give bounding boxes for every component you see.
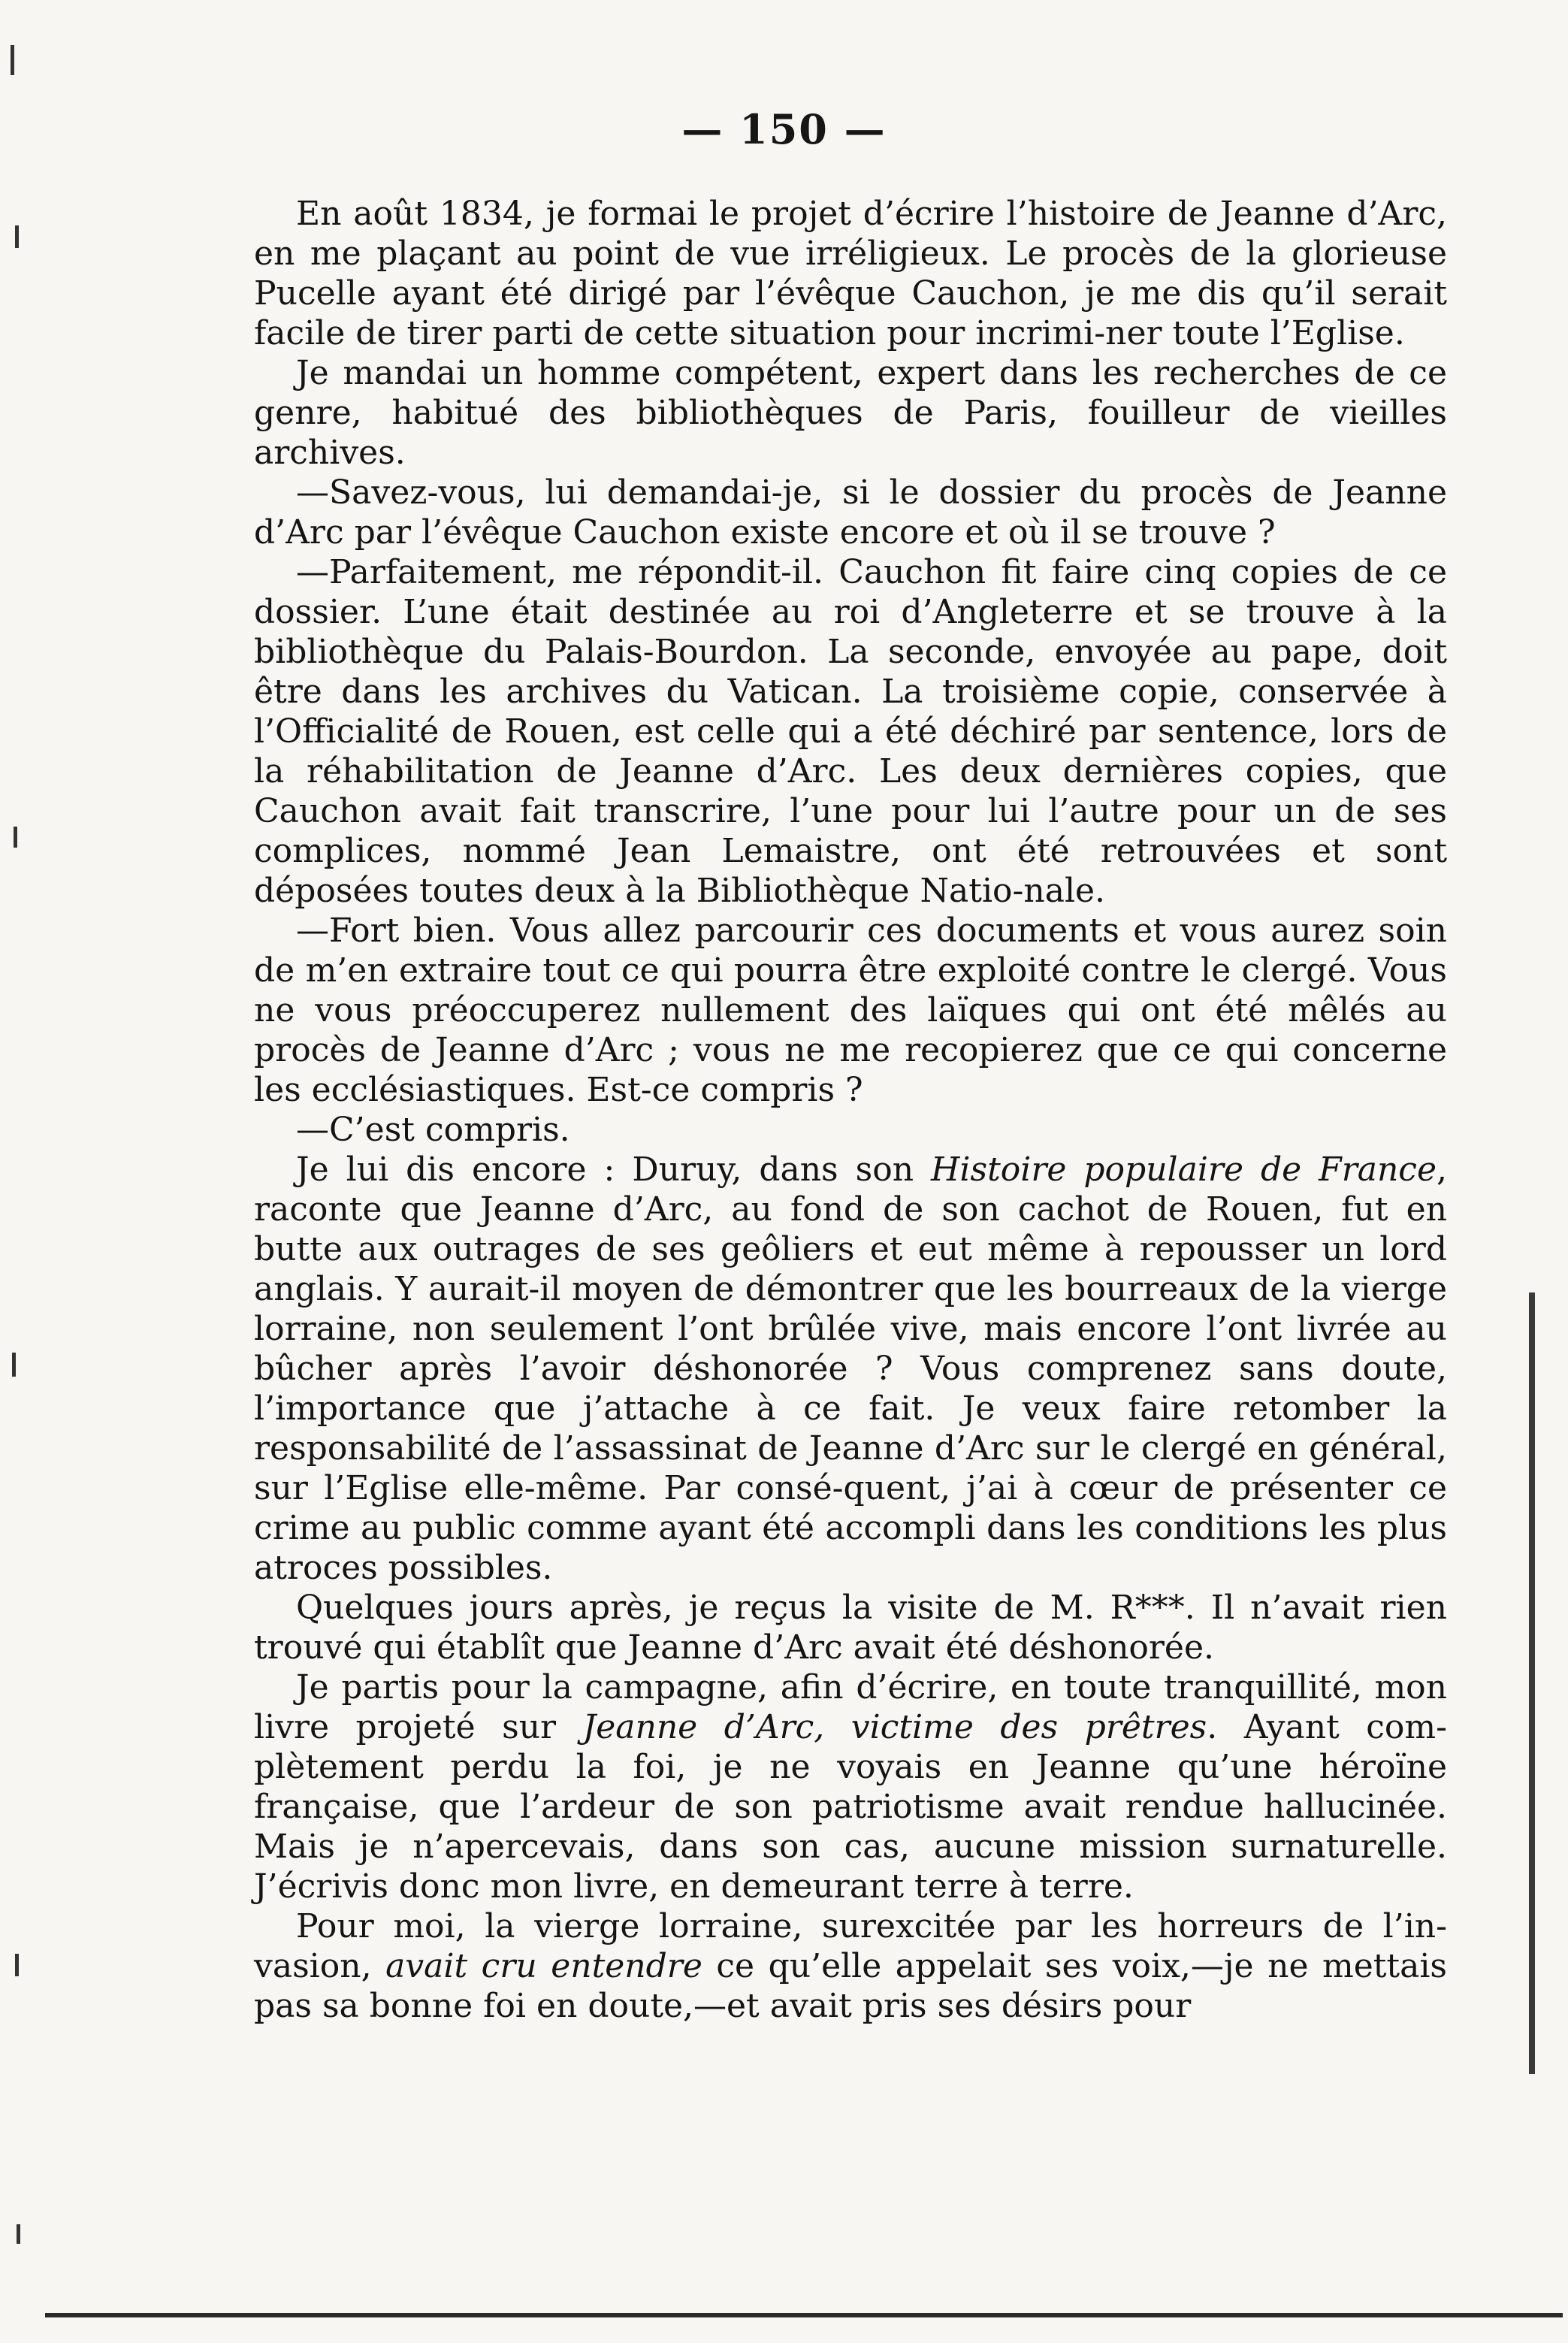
- paragraph: [254, 911, 1447, 1110]
- paragraph-text: Je mandai un homme compétent, expert dans les recherches de ce genre, habitué des bibliothèques de Paris, fouilleur de vieilles archives.: [254, 354, 1447, 472]
- paragraph: [254, 194, 1447, 353]
- margin-speck: [14, 827, 17, 848]
- paragraph-text: ce qu’elle appelait ses voix,—je ne mettais pas sa bonne foi en doute,—et avait pris ses désirs pour: [254, 1947, 1447, 2025]
- paragraph: [254, 1588, 1447, 1667]
- paragraph: [254, 552, 1447, 911]
- italic-title: avait cru entendre: [385, 1947, 702, 1985]
- italic-title: Jeanne d’Arc, victime des prêtres: [582, 1708, 1207, 1746]
- paragraph-text: —C’est compris.: [296, 1111, 570, 1149]
- paragraph: [254, 1906, 1447, 2026]
- paragraph: [254, 473, 1447, 552]
- paragraph: [254, 353, 1447, 473]
- paragraph: [254, 1667, 1447, 1906]
- paragraph-text: , raconte que Jeanne d’Arc, au fond de son cachot de Rouen, fut en butte aux outrages de ses geôliers et eut même à repousser un lord anglais. Y aurait-il moyen de démontrer que les bourreaux de la vierge lorraine, non seulement l’ont brûlée vive, mais encore l’ont livrée au bûcher après l’avoir déshonorée ? Vous comprenez sans doute, l’importance que j’attache à ce fait. Je veux faire retomber la responsabilité de l’assassinat de Jeanne d’Arc sur le clergé en général, sur l’Eglise elle-même. Par consé-quent, j’ai à cœur de présenter ce crime au public comme ayant été accompli dans les conditions les plus atroces possibles.: [254, 1150, 1447, 1587]
- margin-speck: [15, 1954, 19, 1976]
- paragraph-text: Pour moi, la vierge lorraine, surexcitée par les horreurs de l’in-vasion,: [254, 1907, 1447, 1985]
- paragraph-text: —Parfaitement, me répondit-il. Cauchon fit faire cinq copies de ce dossier. L’une était destinée au roi d’Angleterre et se trouve à la bibliothèque du Palais-Bourdon. La seconde, envoyée au pape, doit être dans les archives du Vatican. La troisième copie, conservée à l’Officialité de Rouen, est celle qui a été déchiré par sentence, lors de la réhabilitation de Jeanne d’Arc. Les deux dernières copies, que Cauchon avait fait transcrire, l’une pour lui l’autre pour un de ses complices, nommé Jean Lemaistre, ont été retrouvées et sont déposées toutes deux à la Bibliothèque Natio-nale.: [254, 553, 1447, 910]
- paragraph-text: Je partis pour la campagne, afin d’écrire, en toute tranquillité, mon livre projeté sur: [254, 1668, 1447, 1746]
- page-number: — 150 —: [681, 105, 887, 153]
- bottom-scan-edge: [45, 2313, 1563, 2317]
- paragraph: [254, 1110, 1447, 1150]
- paragraph-text: —Fort bien. Vous allez parcourir ces documents et vous aurez soin de m’en extraire tout ce qui pourra être exploité contre le clergé. Vous ne vous préoccuperez nullement des laïques qui ont été mêlés au procès de Jeanne d’Arc ; vous ne me recopierez que ce qui concerne les ecclésiastiques. Est-ce compris ?: [254, 912, 1447, 1109]
- italic-title: Histoire populaire de France: [931, 1150, 1437, 1189]
- paragraph-text: Je lui dis encore : Duruy, dans son: [296, 1150, 932, 1189]
- margin-speck: [11, 45, 14, 75]
- margin-speck: [15, 225, 19, 248]
- paragraph-text: Quelques jours après, je reçus la visite de M. R***. Il n’avait rien trouvé qui établît que Jeanne d’Arc avait été déshonorée.: [254, 1589, 1447, 1667]
- paragraph-text: . Ayant com-plètement perdu la foi, je ne voyais en Jeanne qu’une héroïne française, que l’ardeur de son patriotisme avait rendue hallucinée. Mais je n’apercevais, dans son cas, aucune mission surnaturelle. J’écrivis donc mon livre, en demeurant terre à terre.: [254, 1708, 1448, 1906]
- margin-speck: [12, 1353, 16, 1377]
- margin-speck: [17, 2224, 20, 2244]
- paragraph: [254, 1150, 1447, 1588]
- scan-edge-mark: [1529, 1292, 1535, 2074]
- paragraph-text: —Savez-vous, lui demandai-je, si le dossier du procès de Jeanne d’Arc par l’évêque Cauchon existe encore et où il se trouve ?: [254, 473, 1447, 552]
- body-text: [254, 194, 1447, 2026]
- paragraph-text: En août 1834, je formai le projet d’écrire l’histoire de Jeanne d’Arc, en me plaçant au point de vue irréligieux. Le procès de la glorieuse Pucelle ayant été dirigé par l’évêque Cauchon, je me dis qu’il serait facile de tirer parti de cette situation pour incrimi-ner toute l’Eglise.: [254, 195, 1447, 352]
